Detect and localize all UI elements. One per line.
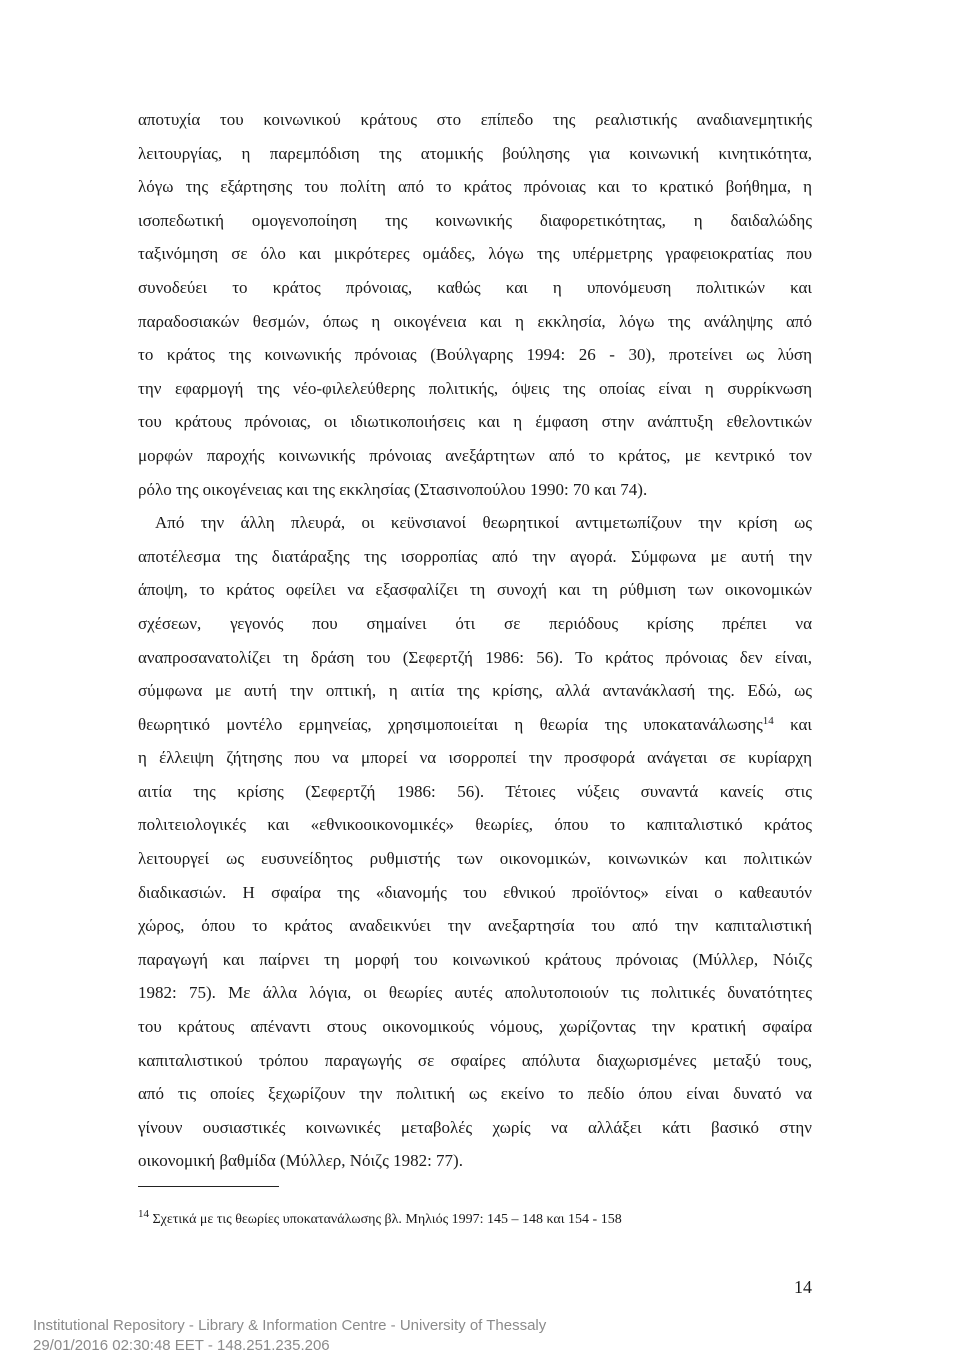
- text-line: του κράτους πρόνοιας, οι ιδιωτικοποιήσεις και η έμφαση στην ανάπτυξη εθελοντικών: [138, 412, 812, 432]
- text-line: άποψη, το κράτος οφείλει να εξασφαλίζει τη συνοχή και τη ρύθμιση των οικονομικών: [138, 580, 812, 600]
- footnote: [138, 1207, 838, 1230]
- text-line: το κράτος της κοινωνικής πρόνοιας (Βούλγαρης 1994: 26 - 30), προτείνει ως λύση: [138, 345, 812, 365]
- text-line: αποτέλεσμα της διατάραξης της ισορροπίας από την αγορά. Σύμφωνα με αυτή την: [138, 546, 812, 566]
- text-line: ρόλο της οικογένειας και της εκκλησίας (Στασινοπούλου 1990: 70 και 74).: [138, 479, 648, 499]
- text-line: λόγω της εξάρτησης του πολίτη από το κράτος πρόνοιας και το κρατικό βοήθημα, η: [138, 177, 812, 197]
- text-segment: και: [790, 714, 812, 734]
- text-line: αποτυχία του κοινωνικού κράτους στο επίπεδο της ρεαλιστικής αναδιανεμητικής: [138, 110, 812, 129]
- text-line: ισοπεδωτική ομογενοποίηση της κοινωνικής διαφορετικότητας, η δαιδαλώδης: [138, 210, 812, 230]
- text-line: παραγωγή και παίρνει τη μορφή του κοινωνικού κράτους πρόνοιας (Μύλλερ, Νόιζς: [138, 949, 812, 969]
- text-segment: θεωρητικό μοντέλο ερμηνείας, χρησιμοποιείται η θεωρία της υποκατανάλωσης: [138, 714, 763, 734]
- text-line: πολιτειολογικές και «εθνικοοικονομικές» θεωρίες, όπου το καπιταλιστικό κράτος: [138, 815, 812, 835]
- footnote-number: 14: [138, 1207, 149, 1220]
- footnote-reference[interactable]: 14: [762, 714, 774, 727]
- text-line: χώρος, όπου το κράτος αναδεικνύει την ανεξαρτησία του από την καπιταλιστική: [138, 916, 812, 936]
- text-line: την εφαρμογή της νέο-φιλελεύθερης πολιτικής, όψεις της οποίας είναι η συρρίκνωση: [138, 378, 812, 398]
- repository-stamp: [33, 1316, 546, 1356]
- text-line: οικονομική βαθμίδα (Μύλλερ, Νόιζς 1982: 77).: [138, 1151, 463, 1171]
- text-line: παραδοσιακών θεσμών, όπως η οικογένεια και η εκκλησία, λόγω της ανάληψης από: [138, 311, 812, 331]
- repository-stamp-line: Institutional Repository - Library & Information Centre - University of Thessaly: [33, 1317, 547, 1334]
- repository-stamp-timestamp: 29/01/2016 02:30:48 EET - 148.251.235.206: [33, 1337, 330, 1354]
- text-line-with-footnote-ref: [138, 708, 812, 742]
- text-line: γίνουν ουσιαστικές κοινωνικές μεταβολές χωρίς να αλλάξει κάτι βασικό στην: [138, 1117, 812, 1137]
- footnote-text: Σχετικά με τις θεωρίες υποκατανάλωσης βλ. Μηλιός 1997: 145 – 148 και 154 - 158: [152, 1212, 622, 1227]
- text-line: 1982: 75). Με άλλα λόγια, οι θεωρίες αυτές απολυτοποιούν τις πολιτικές δυνατότητες: [138, 983, 812, 1003]
- text-line: αιτία της κρίσης (Σεφερτζή 1986: 56). Τέτοιες νύξεις συναντά κανείς στις: [138, 781, 812, 801]
- text-line: λειτουργίας, η παρεμπόδιση της ατομικής βούλησης για κοινωνική κινητικότητα,: [138, 143, 812, 163]
- text-line: καπιταλιστικού τρόπου παραγωγής σε σφαίρες απόλυτα διαχωρισμένες μεταξύ τους,: [138, 1050, 812, 1070]
- text-line: η έλλειψη ζήτησης που να μπορεί να ισορροπεί την προσφορά ανάγεται σε κυρίαρχη: [138, 748, 812, 768]
- text-line: του κράτους απέναντι στους οικονομικούς νόμους, χωρίζοντας την κρατική σφαίρα: [138, 1017, 812, 1037]
- text-line: από τις οποίες ξεχωρίζουν την πολιτική ως εκείνο το πεδίο όπου είναι δυνατό να: [138, 1084, 812, 1104]
- text-line: διαδικασιών. Η σφαίρα της «διανομής του εθνικού προϊόντος» είναι ο καθεαυτόν: [138, 882, 812, 902]
- text-line: μορφών παροχής κοινωνικής πρόνοιας ανεξάρτητων από το κράτος, με κεντρικό τον: [138, 445, 812, 465]
- text-line: σχέσεων, γεγονός που σημαίνει ότι σε περιόδους κρίσης πρέπει να: [138, 613, 812, 633]
- body-text: [138, 103, 812, 1178]
- text-line: ταξινόμηση σε όλο και μικρότερες ομάδες, λόγω της υπέρμετρης γραφειοκρατίας που: [138, 244, 812, 264]
- text-line: Από την άλλη πλευρά, οι κεϋνσιανοί θεωρητικοί αντιμετωπίζουν την κρίση ως: [155, 513, 812, 533]
- text-line: λειτουργεί ως ευσυνείδητος ρυθμιστής των οικονομικών, κοινωνικών και πολιτικών: [138, 849, 812, 869]
- text-line: συνοδεύει το κράτος πρόνοιας, καθώς και η υπονόμευση πολιτικών και: [138, 277, 812, 297]
- footnote-divider: [138, 1186, 279, 1187]
- text-line: σύμφωνα με αυτή την οπτική, η αιτία της κρίσης, αλλά αντανάκλασή της. Εδώ, ως: [138, 681, 812, 701]
- page-number: 14: [794, 1277, 812, 1297]
- text-line: αναπροσανατολίζει τη δράση του (Σεφερτζή 1986: 56). Το κράτος πρόνοιας δεν είναι,: [138, 647, 812, 667]
